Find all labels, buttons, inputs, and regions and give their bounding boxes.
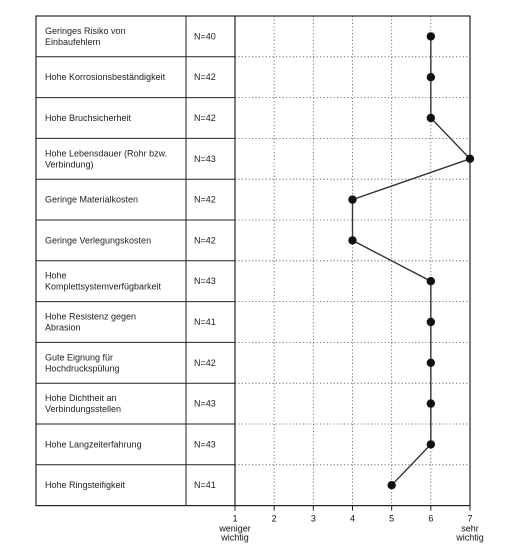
x-max-label <box>455 524 484 543</box>
data-point <box>427 359 435 367</box>
n-value: N=43 <box>194 439 216 450</box>
category-label-line: Geringe Verlegungskosten <box>45 235 152 246</box>
category-label <box>45 352 120 373</box>
category-label <box>45 72 166 82</box>
category-label-line: Hohe Bruchsicherheit <box>45 113 132 123</box>
data-point <box>427 318 435 326</box>
data-point <box>427 73 435 81</box>
n-value: N=42 <box>194 113 216 123</box>
data-point <box>466 155 474 163</box>
x-tick-label: 5 <box>389 513 395 524</box>
data-point <box>348 195 356 203</box>
n-value: N=42 <box>194 72 216 83</box>
category-label <box>45 26 126 47</box>
x-max-label-line: wichtig <box>456 532 484 543</box>
x-tick-label: 4 <box>349 513 356 524</box>
x-tick-label: 1 <box>232 513 238 524</box>
category-label-line: Hohe Lebensdauer (Rohr bzw. <box>45 148 168 159</box>
category-label <box>45 235 151 245</box>
n-value: N=42 <box>194 235 216 246</box>
data-point <box>348 236 356 244</box>
category-label-line: Hohe Resistenz gegen <box>45 311 137 322</box>
data-point <box>387 481 395 489</box>
data-point <box>427 440 435 448</box>
x-max-label-line: sehr <box>461 523 479 534</box>
category-label <box>45 393 121 414</box>
category-label-line: Hohe Korrosionsbeständigkeit <box>45 72 166 83</box>
category-label-line: Hohe <box>45 270 67 281</box>
data-point <box>427 114 435 122</box>
category-label-line: Abrasion <box>45 322 81 333</box>
category-label-line: Verbindung) <box>45 159 94 170</box>
category-label-line: Gute Eignung für <box>45 352 114 363</box>
n-value: N=43 <box>194 153 216 164</box>
x-min-label-line: wichtig <box>221 532 249 543</box>
data-point <box>427 32 435 40</box>
x-min-label <box>218 524 251 543</box>
series-line <box>353 36 471 485</box>
category-label-line: Hohe Dichtheit an <box>45 393 117 404</box>
n-value: N=42 <box>194 357 216 368</box>
category-label-line: Hohe Ringsteifigkeit <box>45 480 126 491</box>
n-value: N=41 <box>194 480 216 491</box>
n-value: N=43 <box>194 398 216 409</box>
category-label-line: Einbaufehlern <box>45 36 101 47</box>
x-min-label-line: weniger <box>219 523 251 534</box>
n-value: N=41 <box>194 317 216 327</box>
category-label <box>45 113 132 123</box>
data-point <box>427 399 435 407</box>
category-label-line: Geringes Risiko von <box>45 25 126 36</box>
x-tick-label: 3 <box>310 513 316 524</box>
category-label <box>45 312 136 333</box>
n-value: N=40 <box>194 31 216 42</box>
x-tick-label: 2 <box>271 513 277 524</box>
category-label-line: Hohe Langzeiterfahrung <box>45 439 142 450</box>
x-tick-label: 7 <box>467 513 473 524</box>
category-label <box>45 271 162 292</box>
data-point <box>427 277 435 285</box>
category-label <box>45 439 142 449</box>
category-label <box>45 480 126 490</box>
category-label-line: Verbindungsstellen <box>45 404 122 415</box>
category-label-line: Geringe Materialkosten <box>45 194 139 205</box>
category-label-line: Komplettsystemverfügbarkeit <box>45 281 162 292</box>
category-label-line: Hochdruckspülung <box>45 363 120 374</box>
n-value: N=42 <box>194 194 216 205</box>
category-label <box>45 148 167 169</box>
x-tick-label: 6 <box>428 513 434 524</box>
category-label <box>45 195 138 205</box>
n-value: N=43 <box>194 276 216 287</box>
